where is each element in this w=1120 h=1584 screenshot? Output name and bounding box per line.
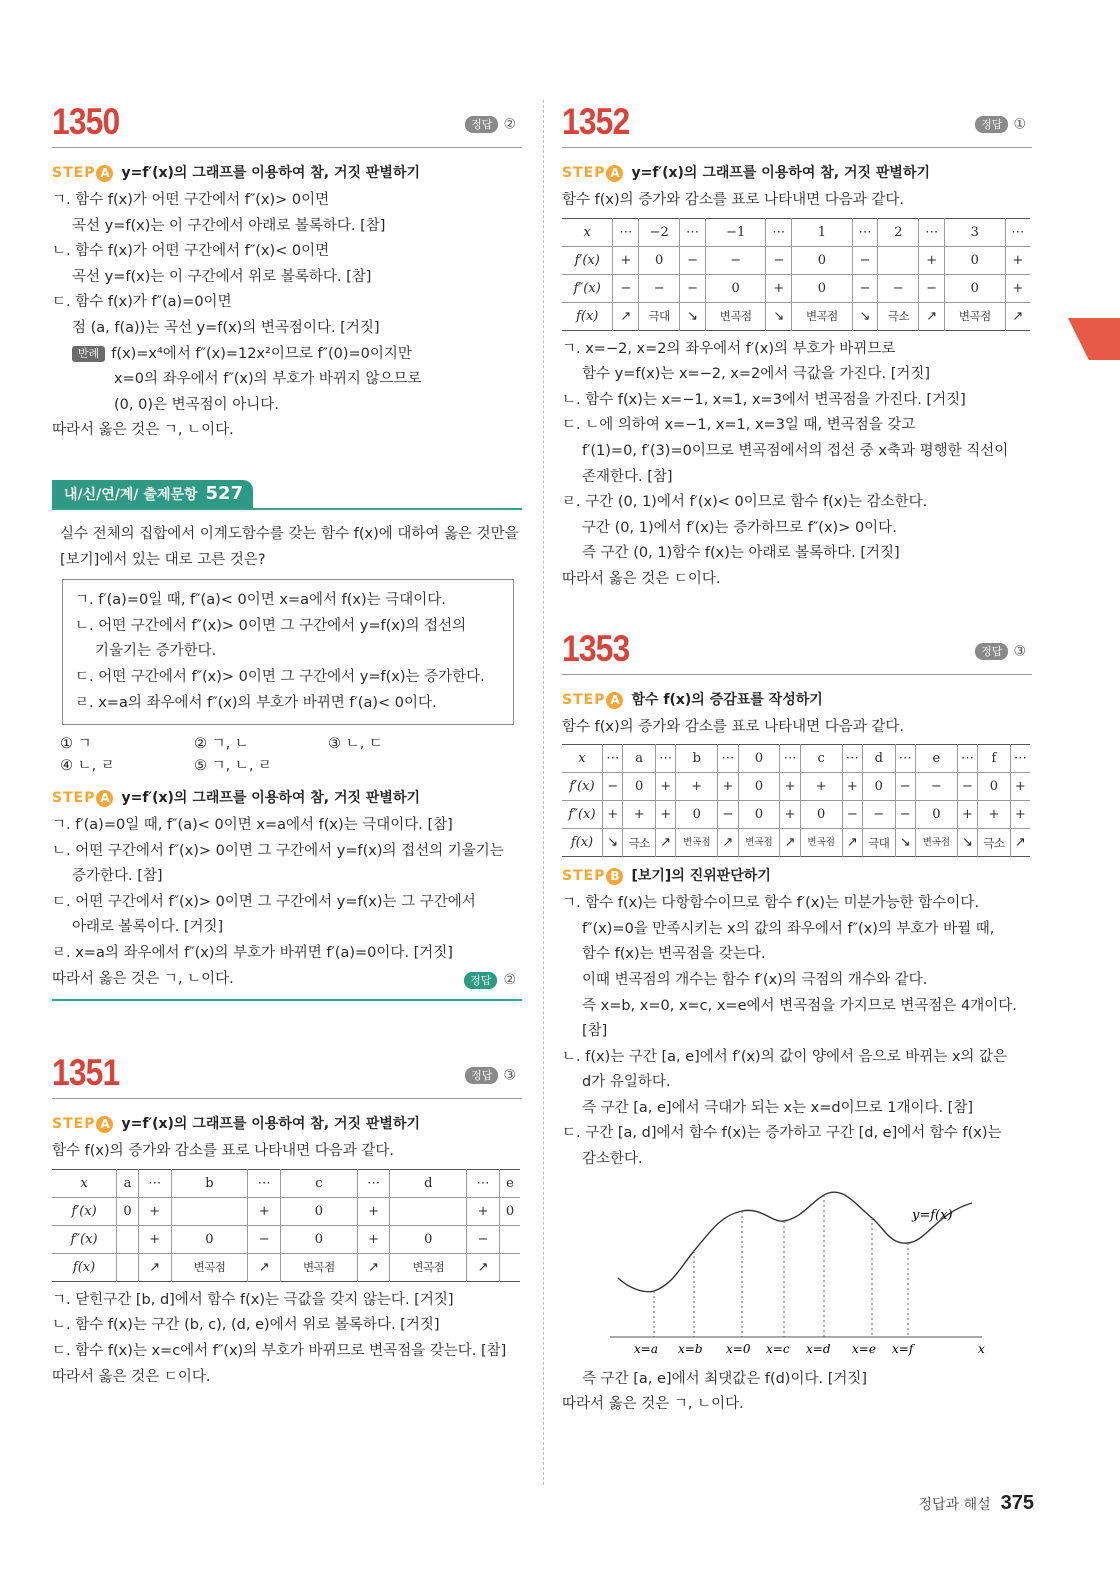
choice-4[interactable]: ④ ㄴ, ㄹ [60, 758, 115, 775]
table-cell: ↘ [957, 829, 977, 857]
variation-table [562, 218, 1030, 331]
table-cell: ↘ [602, 829, 622, 857]
related-problem-bar: 내/신/연/계/ 출제문항 527 [52, 480, 522, 510]
conclusion: 따라서 옳은 것은 ㄷ이다. [52, 1368, 211, 1385]
table-cell: − [680, 246, 706, 274]
table-cell: + [780, 801, 800, 829]
table-cell: x [578, 751, 586, 767]
text-line: ㄱ. 닫힌구간 [b, d]에서 함수 f(x)는 극값을 갖지 않는다. [거짓] [52, 1291, 454, 1308]
tick-label: x=f [892, 1341, 914, 1356]
table-row [562, 246, 1030, 274]
table-cell: c [800, 745, 842, 773]
answer-badge: 정답 ③ [465, 1067, 516, 1084]
table-cell: − [842, 801, 862, 829]
table-cell: 0 [281, 1225, 358, 1253]
conclusion: 따라서 옳은 것은 ㄱ, ㄴ이다. [52, 422, 234, 439]
table-cell: ⋯ [655, 745, 675, 773]
table-cell: + [613, 246, 639, 274]
table-row [562, 801, 1030, 829]
text-line: 즉 구간 [a, e]에서 최댓값은 f(d)이다. [거짓] [582, 1370, 868, 1387]
table-cell: f″(x) [562, 274, 613, 302]
text-line: (0, 0)은 변곡점이 아니다. [114, 396, 279, 413]
table-cell: 0 [800, 801, 842, 829]
table-cell: 변곡점 [390, 1253, 467, 1281]
table-cell: ⋯ [852, 218, 878, 246]
problem-number: 1353 [562, 627, 630, 669]
table-cell: ⋯ [766, 218, 792, 246]
table-cell [499, 1225, 520, 1253]
table-cell: ⋯ [957, 745, 977, 773]
box-item: ㄱ. f′(a)=0일 때, f″(a)< 0이면 x=a에서 f(x)는 극대이다. [75, 592, 446, 609]
table-cell: ↗ [138, 1253, 171, 1281]
table-cell: 0 [915, 801, 957, 829]
table-cell: f″(x) [562, 801, 602, 829]
step-heading: STEP A 함수 f(x)의 증감표를 작성하기 [562, 691, 823, 708]
text-line: ㄱ. x=−2, x=2의 좌우에서 f′(x)의 부호가 바뀌므로 [562, 340, 896, 357]
table-cell: f′(x) [562, 773, 602, 801]
text-line: 이때 변곡점의 개수는 함수 f′(x)의 극점의 개수와 같다. [582, 971, 928, 988]
table-cell: + [1010, 773, 1030, 801]
table-cell: 0 [390, 1225, 467, 1253]
heading-rule [562, 147, 1032, 148]
table-cell: x [80, 1175, 88, 1191]
table-cell: + [919, 246, 945, 274]
problem-number: 1352 [562, 101, 630, 142]
text-line: ㄷ. ㄴ에 의하여 x=−1, x=1, x=3일 때, 변곡점을 갖고 [562, 417, 916, 434]
table-cell [171, 1197, 248, 1225]
table-cell: + [138, 1197, 171, 1225]
table-cell: 극소 [978, 829, 1011, 857]
table-cell: − [718, 801, 738, 829]
table-cell: ⋯ [602, 745, 622, 773]
text-line: ㄷ. 구간 [a, d]에서 함수 f(x)는 증가하고 구간 [d, e]에서 함수 f(x)는 [562, 1125, 1002, 1142]
table-cell: 0 [945, 274, 1005, 302]
related-problem [52, 480, 522, 1001]
table-cell: f′(x) [562, 246, 613, 274]
table-cell: −1 [705, 218, 765, 246]
table-cell: ↘ [852, 302, 878, 330]
table-cell [878, 246, 919, 274]
table-cell: 0 [792, 246, 852, 274]
tick-label: x=c [766, 1341, 790, 1356]
table-cell: 0 [978, 773, 1011, 801]
table-cell: 3 [945, 218, 1005, 246]
table-cell: − [878, 274, 919, 302]
text-line: ㄱ. f′(a)=0일 때, f″(a)< 0이면 x=a에서 f(x)는 극대이다. [참] [52, 817, 453, 834]
table-cell: 0 [738, 801, 780, 829]
table-cell: − [680, 274, 706, 302]
table-cell: 변곡점 [945, 302, 1005, 330]
table-cell: + [623, 801, 656, 829]
table-cell: − [852, 246, 878, 274]
table-cell: + [138, 1225, 171, 1253]
table-cell: + [602, 801, 622, 829]
table-cell: a [623, 745, 656, 773]
table-cell: e [915, 745, 957, 773]
table-cell: f(x) [562, 302, 613, 330]
variation-table [562, 744, 1030, 857]
step-heading: STEP A y=f′(x)의 그래프를 이용하여 참, 거짓 판별하기 [562, 165, 931, 181]
text-line: 곡선 y=f(x)는 이 구간에서 아래로 볼록하다. [참] [72, 217, 386, 234]
column-divider [543, 100, 544, 1485]
table-cell: + [655, 773, 675, 801]
step-heading: STEP A y=f′(x)의 그래프를 이용하여 참, 거짓 판별하기 [52, 1116, 421, 1133]
table-cell: ↗ [613, 302, 639, 330]
counterexample-line: 반례 f(x)=x⁴에서 f″(x)=12x²이므로 f″(0)=0이지만 [52, 342, 522, 368]
table-cell: − [248, 1225, 281, 1253]
problem-1353 [562, 627, 1032, 1418]
table-cell: + [978, 801, 1011, 829]
table-row [562, 745, 1030, 773]
table-cell: ⋯ [248, 1169, 281, 1197]
problem-1352 [562, 100, 1032, 593]
table-cell: + [655, 801, 675, 829]
table-cell: 0 [945, 246, 1005, 274]
table-cell: + [718, 773, 738, 801]
table-cell: 0 [863, 773, 896, 801]
text-line: x=0의 좌우에서 f″(x)의 부호가 바뀌지 않으므로 [114, 371, 422, 388]
text-line: 아래로 볼록이다. [거짓] [72, 919, 224, 936]
table-cell: − [863, 801, 896, 829]
intro-text: 함수 f(x)의 증가와 감소를 표로 나타내면 다음과 같다. [562, 192, 905, 208]
table-cell: 0 [676, 801, 718, 829]
table-cell: ⋯ [138, 1169, 171, 1197]
table-cell: 변곡점 [792, 302, 852, 330]
table-cell: ↗ [1010, 829, 1030, 857]
table-cell: ↗ [655, 829, 675, 857]
step-heading: STEP A y=f′(x)의 그래프를 이용하여 참, 거짓 판별하기 [52, 790, 421, 807]
table-cell: ↗ [467, 1253, 500, 1281]
question-line: [보기]에서 있는 대로 고른 것은? [60, 551, 266, 568]
table-cell: 1 [792, 218, 852, 246]
table-cell: e [499, 1169, 520, 1197]
page-footer [919, 1492, 1034, 1515]
table-cell: x [583, 224, 591, 240]
table-cell: −2 [639, 218, 680, 246]
box-item: ㄴ. 어떤 구간에서 f″(x)> 0이면 그 구간에서 y=f(x)의 접선의 [75, 617, 467, 634]
right-column [562, 100, 1032, 1418]
table-cell: ⋯ [1005, 218, 1030, 246]
choice-1[interactable]: ① ㄱ [60, 736, 92, 753]
heading-rule [562, 674, 1032, 675]
table-cell: b [676, 745, 718, 773]
section-rule [52, 999, 522, 1001]
choice-3[interactable]: ③ ㄴ, ㄷ [328, 736, 383, 753]
box-item: ㄹ. x=a의 좌우에서 f″(x)의 부호가 바뀌면 f′(a)< 0이다. [75, 694, 437, 711]
table-cell: − [957, 773, 977, 801]
table-cell [499, 1253, 520, 1281]
table-cell: + [800, 773, 842, 801]
table-cell: − [915, 773, 957, 801]
table-row [562, 218, 1030, 246]
table-cell: 0 [117, 1197, 139, 1225]
text-line: 함수 f(x)는 변곡점을 갖는다. [582, 946, 766, 963]
table-cell: 0 [623, 773, 656, 801]
table-cell: + [676, 773, 718, 801]
page-number: 375 [1000, 1492, 1034, 1514]
answer-badge: 정답 ① [975, 116, 1026, 133]
variation-table [52, 1169, 520, 1282]
tick-label: x=b [678, 1341, 703, 1356]
table-cell: f(x) [52, 1253, 117, 1281]
table-cell: ⋯ [1010, 745, 1030, 773]
function-graph [562, 1173, 1032, 1363]
conclusion: 따라서 옳은 것은 ㄱ, ㄴ이다. [562, 1396, 744, 1413]
table-cell: − [467, 1225, 500, 1253]
table-cell: − [895, 773, 915, 801]
table-row [52, 1253, 520, 1281]
table-cell [117, 1253, 139, 1281]
table-cell: + [1005, 274, 1030, 302]
text-line: ㄷ. 어떤 구간에서 f″(x)> 0이면 그 구간에서 y=f(x)는 그 구간에서 [52, 893, 476, 910]
text-line: 즉 x=b, x=0, x=c, x=e에서 변곡점을 가지므로 변곡점은 4개이다. [582, 997, 1017, 1014]
table-cell: f [978, 745, 1011, 773]
text-line: ㄹ. x=a의 좌우에서 f″(x)의 부호가 바뀌면 f′(a)=0이다. [거짓] [52, 945, 453, 962]
table-cell [390, 1197, 467, 1225]
table-cell: ⋯ [613, 218, 639, 246]
text-line: ㄹ. 구간 (0, 1)에서 f′(x)< 0이므로 함수 f(x)는 감소한다. [562, 494, 928, 511]
table-cell: ↗ [248, 1253, 281, 1281]
text-line: f′(1)=0, f′(3)=0이므로 변곡점에서의 접선 중 x축과 평행한 직선이 [582, 442, 1009, 459]
table-cell: f′(x) [52, 1197, 117, 1225]
table-cell: b [171, 1169, 248, 1197]
choice-2[interactable]: ② ㄱ, ㄴ [194, 736, 249, 753]
step-heading: STEP B [보기]의 진위판단하기 [562, 868, 771, 885]
text-line: 점 (a, f(a))는 곡선 y=f(x)의 변곡점이다. [거짓] [72, 319, 380, 336]
table-cell: ↗ [718, 829, 738, 857]
text-line: d가 유일하다. [582, 1074, 671, 1091]
tick-label: x=e [852, 1341, 876, 1356]
table-row [52, 1169, 520, 1197]
text-line: 증가한다. [참] [72, 868, 163, 885]
footer-text: 정답과 해설 [918, 1497, 991, 1513]
table-cell: c [281, 1169, 358, 1197]
table-cell: 변곡점 [171, 1253, 248, 1281]
table-cell: ↗ [842, 829, 862, 857]
text-line: 구간 (0, 1)에서 f′(x)는 증가하므로 f″(x)> 0이다. [582, 519, 897, 536]
tick-label: x=0 [726, 1341, 751, 1356]
table-cell: 변곡점 [738, 829, 780, 857]
text-line: ㄷ. 함수 f(x)는 x=c에서 f″(x)의 부호가 바뀌므로 변곡점을 갖는다. [참] [52, 1343, 507, 1360]
table-cell: 2 [878, 218, 919, 246]
problem-1351 [52, 1051, 522, 1390]
table-cell: f(x) [562, 829, 602, 857]
tick-label: x=d [806, 1341, 831, 1356]
table-cell: + [1010, 801, 1030, 829]
table-cell: d [863, 745, 896, 773]
table-cell: 0 [281, 1197, 358, 1225]
box-item: ㄷ. 어떤 구간에서 f″(x)> 0이면 그 구간에서 y=f(x)는 증가한다. [75, 668, 485, 685]
text-line: 즉 구간 (0, 1)함수 f(x)는 아래로 볼록하다. [거짓] [582, 545, 900, 562]
text-line: 함수 y=f(x)는 x=−2, x=2에서 극값을 가진다. [거짓] [582, 366, 931, 383]
table-cell: 0 [171, 1225, 248, 1253]
table-cell: + [957, 801, 977, 829]
table-cell [117, 1225, 139, 1253]
curve-label: y=f(x) [912, 1207, 953, 1223]
table-cell: 0 [639, 246, 680, 274]
table-cell: ↘ [895, 829, 915, 857]
table-cell: ⋯ [467, 1169, 500, 1197]
question-line: 실수 전체의 집합에서 이계도함수를 갖는 함수 f(x)에 대하여 옳은 것만을 [60, 525, 519, 542]
table-cell: 변곡점 [705, 302, 765, 330]
problem-number: 1351 [52, 1052, 120, 1094]
table-cell: ↗ [1005, 302, 1030, 330]
table-cell: + [357, 1197, 390, 1225]
table-row [562, 274, 1030, 302]
table-cell: − [852, 274, 878, 302]
table-cell: − [766, 246, 792, 274]
tick-label: x=a [634, 1341, 658, 1356]
table-cell: + [248, 1197, 281, 1225]
heading-rule [52, 1098, 522, 1099]
table-cell: 0 [705, 274, 765, 302]
table-cell: 0 [738, 745, 780, 773]
problem-1350 [52, 100, 522, 444]
table-row [562, 302, 1030, 330]
text-line: 즉 구간 [a, e]에서 극대가 되는 x는 x=d이므로 1개이다. [참] [582, 1099, 974, 1116]
table-cell: 변곡점 [281, 1253, 358, 1281]
table-cell: ↗ [357, 1253, 390, 1281]
table-cell: f″(x) [52, 1225, 117, 1253]
table-row [562, 829, 1030, 857]
axis-label: x [978, 1341, 985, 1356]
table-cell: + [357, 1225, 390, 1253]
chapter-tab [1068, 318, 1120, 360]
answer-badge: 정답 ② [52, 972, 522, 989]
table-cell: ↗ [919, 302, 945, 330]
text-line: ㄴ. 어떤 구간에서 f″(x)> 0이면 그 구간에서 y=f(x)의 접선의 기울기는 [52, 842, 504, 859]
table-cell: ⋯ [895, 745, 915, 773]
table-cell: 0 [499, 1197, 520, 1225]
table-cell: 극대 [863, 829, 896, 857]
choice-5[interactable]: ⑤ ㄱ, ㄴ, ㄹ [194, 758, 273, 775]
table-cell: ⋯ [357, 1169, 390, 1197]
table-cell: 극소 [878, 302, 919, 330]
table-cell: ⋯ [780, 745, 800, 773]
answer-badge: 정답 ② [465, 116, 516, 133]
table-cell: − [705, 246, 765, 274]
table-cell: 변곡점 [676, 829, 718, 857]
table-cell: a [117, 1169, 139, 1197]
example-box [62, 579, 514, 725]
table-cell: ⋯ [842, 745, 862, 773]
table-cell: 극소 [623, 829, 656, 857]
table-cell: 변곡점 [800, 829, 842, 857]
text-line: ㄴ. 함수 f(x)는 구간 (b, c), (d, e)에서 위로 볼록하다. [거짓] [52, 1317, 440, 1334]
heading-rule [52, 147, 522, 148]
table-cell: − [919, 274, 945, 302]
text-line: 존재한다. [참] [582, 468, 673, 485]
table-row [562, 773, 1030, 801]
text-line: ㄴ. 함수 f(x)는 x=−1, x=1, x=3에서 변곡점을 가진다. [거짓] [562, 391, 966, 408]
table-cell: 극대 [639, 302, 680, 330]
table-cell: − [602, 773, 622, 801]
text-line: [참] [582, 1023, 608, 1040]
left-column [52, 100, 522, 1390]
text-line: ㄱ. 함수 f(x)가 어떤 구간에서 f″(x)> 0이면 [52, 192, 330, 208]
table-cell: ⋯ [680, 218, 706, 246]
intro-text: 함수 f(x)의 증가와 감소를 표로 나타내면 다음과 같다. [562, 718, 905, 735]
text-line: 감소한다. [582, 1151, 643, 1168]
answer-choices [60, 733, 522, 777]
table-cell: ⋯ [919, 218, 945, 246]
table-cell: ↘ [680, 302, 706, 330]
table-cell: ↘ [766, 302, 792, 330]
table-cell: 변곡점 [915, 829, 957, 857]
text-line: ㄴ. f(x)는 구간 [a, e]에서 f′(x)의 값이 양에서 음으로 바뀌는 x의 값은 [562, 1048, 1008, 1065]
intro-text: 함수 f(x)의 증가와 감소를 표로 나타내면 다음과 같다. [52, 1143, 395, 1160]
conclusion: 따라서 옳은 것은 ㄱ, ㄴ이다. [52, 970, 234, 987]
table-cell: − [895, 801, 915, 829]
table-cell: + [766, 274, 792, 302]
problem-number: 1350 [52, 101, 120, 142]
table-cell: d [390, 1169, 467, 1197]
text-line: ㄷ. 함수 f(x)가 f″(a)=0이면 [52, 294, 232, 311]
table-cell: 0 [738, 773, 780, 801]
step-heading: STEP A y=f′(x)의 그래프를 이용하여 참, 거짓 판별하기 [52, 165, 421, 181]
text-line: ㄱ. 함수 f(x)는 다항함수이므로 함수 f′(x)는 미분가능한 함수이다. [562, 895, 979, 912]
table-cell: − [639, 274, 680, 302]
table-cell: ↗ [780, 829, 800, 857]
text-line: f″(x)=0을 만족시키는 x의 값의 좌우에서 f″(x)의 부호가 바뀔 때, [582, 920, 995, 937]
conclusion: 따라서 옳은 것은 ㄷ이다. [562, 570, 721, 587]
box-item: 기울기는 증가한다. [95, 643, 217, 660]
table-cell: + [1005, 246, 1030, 274]
text-line: 곡선 y=f(x)는 이 구간에서 위로 볼록하다. [참] [72, 268, 372, 285]
table-cell: − [613, 274, 639, 302]
table-cell: ⋯ [718, 745, 738, 773]
table-row [52, 1225, 520, 1253]
table-cell: 0 [792, 274, 852, 302]
table-cell: + [842, 773, 862, 801]
table-row [52, 1197, 520, 1225]
counterexample-label: 반례 [72, 346, 105, 362]
answer-badge: 정답 ③ [975, 643, 1026, 660]
text-line: ㄴ. 함수 f(x)가 어떤 구간에서 f″(x)< 0이면 [52, 243, 330, 260]
table-cell: + [780, 773, 800, 801]
table-cell: + [467, 1197, 500, 1225]
